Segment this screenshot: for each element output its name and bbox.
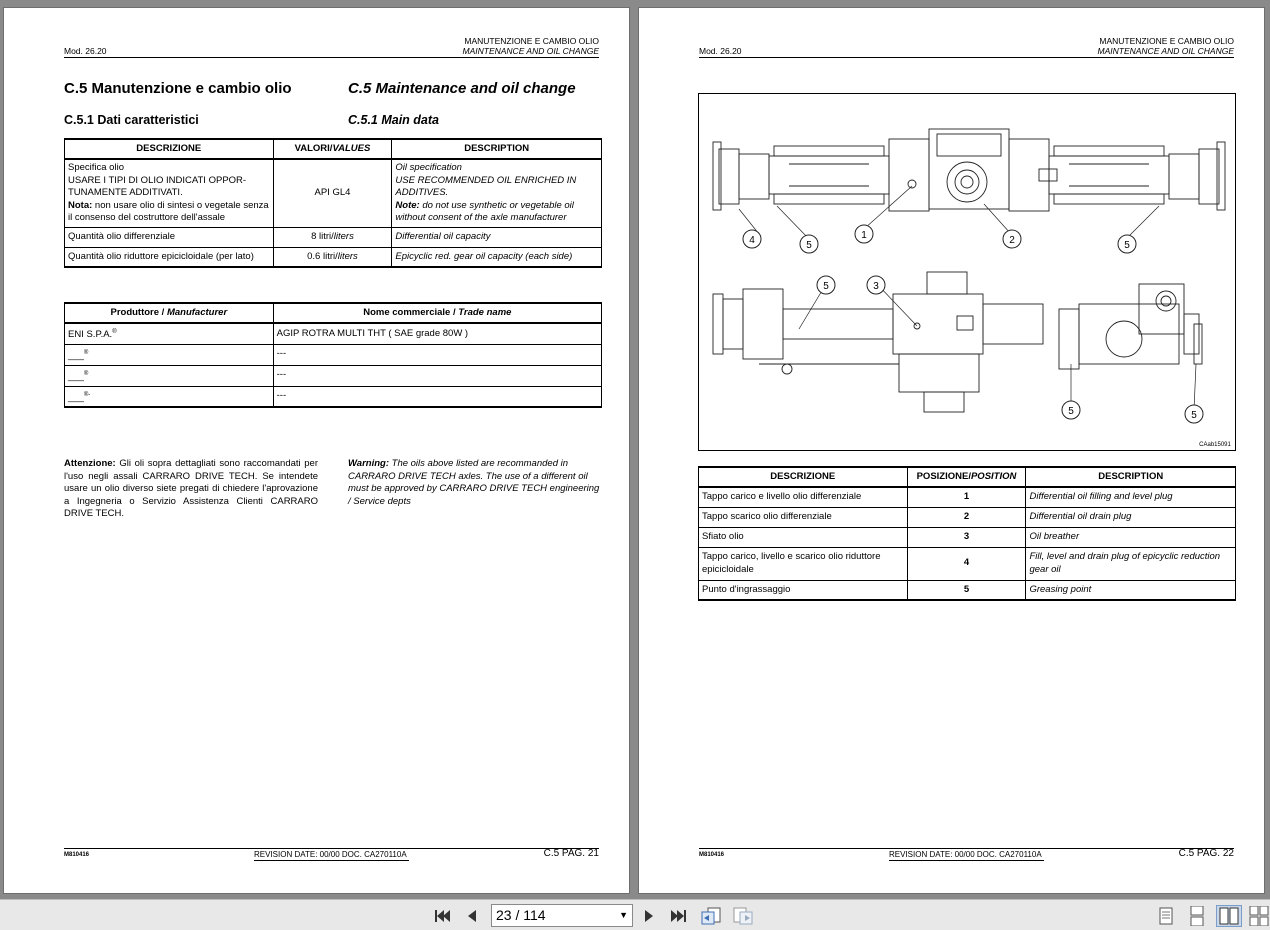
- two-page-continuous-icon: [1249, 906, 1269, 926]
- callout-label: 1: [861, 230, 867, 241]
- footer-revision: REVISION DATE: 00/00 DOC. CA270110A: [889, 850, 1042, 859]
- figure-code: CAab15091: [1199, 442, 1231, 448]
- callout-label: 5: [1124, 240, 1130, 251]
- table-cell: Tappo scarico olio differenziale: [699, 507, 908, 527]
- footer-rule: [64, 848, 599, 849]
- callout-label: 5: [1191, 410, 1197, 421]
- table-cell: 5: [907, 580, 1026, 600]
- table-cell: 2: [907, 507, 1026, 527]
- table-cell: 0.6 litri/liters: [273, 247, 392, 267]
- footer-rule: [699, 848, 1234, 849]
- table-row: [699, 580, 1236, 600]
- page-number-field[interactable]: [491, 904, 633, 927]
- table-row: [65, 344, 602, 365]
- table-cell: Sfiato olio: [699, 527, 908, 547]
- manufacturer-table: [64, 302, 602, 408]
- subsection-title-it: C.5.1 Dati caratteristici: [64, 113, 199, 127]
- two-page-view-button[interactable]: [1216, 905, 1242, 927]
- table-cell: Fill, level and drain plug of epicyclic reduction gear oil: [1026, 547, 1236, 580]
- table-cell: ENI S.P.A.®: [65, 323, 274, 344]
- table-cell: Differential oil drain plug: [1026, 507, 1236, 527]
- callout-label: 2: [1009, 235, 1015, 246]
- callout-label: 3: [873, 281, 879, 292]
- table-row: [699, 527, 1236, 547]
- last-page-button[interactable]: [668, 905, 690, 927]
- page-number-value: 23 / 114: [496, 907, 546, 923]
- axle-drawing-svg: [699, 94, 1234, 449]
- position-table: [698, 466, 1236, 601]
- single-page-view-button[interactable]: [1153, 905, 1179, 927]
- table-cell: ___®: [65, 365, 274, 386]
- header-rule: [699, 57, 1234, 58]
- subsection-title-en: C.5.1 Main data: [348, 113, 439, 127]
- table-cell: Differential oil filling and level plug: [1026, 487, 1236, 507]
- table-row: [65, 247, 602, 267]
- table-row: [699, 507, 1236, 527]
- table-cell: AGIP ROTRA MULTI THT ( SAE grade 80W ): [273, 323, 601, 344]
- next-page-icon: [642, 908, 656, 924]
- two-page-icon: [1219, 907, 1239, 925]
- first-page-button[interactable]: [431, 905, 453, 927]
- footer-revision-underline: [254, 860, 409, 861]
- callout-label: 5: [806, 240, 812, 251]
- document-page-left: [3, 7, 630, 894]
- table-cell: API GL4: [273, 159, 392, 227]
- table-row: [699, 547, 1236, 580]
- footer-revision-underline: [889, 860, 1044, 861]
- warning-note: Warning: The oils above listed are recommanded in CARRARO DRIVE TECH axles. The use of a different oil must be approved by CARRARO DRIVE TECH engineering / Service depts: [348, 458, 600, 507]
- continuous-icon: [1189, 906, 1205, 926]
- table-cell: ---: [273, 386, 601, 407]
- table-cell: ---: [273, 365, 601, 386]
- table-cell: Oil breather: [1026, 527, 1236, 547]
- table-row: [65, 365, 602, 386]
- first-page-icon: [433, 908, 451, 924]
- attention-note: Attenzione: Gli oli sopra dettagliati sono raccomandati per l'uso negli assali CARRARO DRIVE TECH. Se intendete usare un olio diverso siete pregati di chiedere l'aprovazione a Ingegneria o Servizio Assistenza Clienti CARRARO DRIVE TECH.: [64, 458, 318, 519]
- page-header-title: [1098, 36, 1235, 56]
- table-cell: Greasing point: [1026, 580, 1236, 600]
- oil-data-table: [64, 138, 602, 268]
- table-row: [65, 159, 602, 227]
- col-header-descrizione: DESCRIZIONE: [699, 467, 908, 487]
- header-mod: Mod. 26.20: [699, 46, 742, 56]
- header-line-en: MAINTENANCE AND OIL CHANGE: [462, 46, 599, 56]
- col-header-posizione: POSIZIONE/POSITION: [907, 467, 1026, 487]
- header-line-en: MAINTENANCE AND OIL CHANGE: [1097, 46, 1234, 56]
- table-cell: Quantità olio riduttore epicicloidale (per lato): [65, 247, 274, 267]
- next-view-button[interactable]: [732, 905, 754, 927]
- table-cell: ---: [273, 344, 601, 365]
- next-page-button[interactable]: [638, 905, 660, 927]
- col-header-nome-commerciale: Nome commerciale / Trade name: [273, 303, 601, 323]
- axle-technical-drawing: [698, 93, 1236, 451]
- table-cell: ___®: [65, 344, 274, 365]
- page-header-title: [463, 36, 600, 56]
- table-cell: 1: [907, 487, 1026, 507]
- footer-code: M810416: [64, 852, 90, 858]
- table-cell: Tappo carico, livello e scarico olio riduttore epicicloidale: [699, 547, 908, 580]
- section-title-it: C.5 Manutenzione e cambio olio: [64, 80, 292, 97]
- header-line-it: MANUTENZIONE E CAMBIO OLIO: [1099, 36, 1234, 46]
- table-cell: Oil specification USE RECOMMENDED OIL ENRICHED IN ADDITIVES. Note: do not use synthetic or vegetable oil without consent of the axle manufacturer: [392, 159, 602, 227]
- table-cell: 8 litri/liters: [273, 227, 392, 247]
- table-cell: Tappo carico e livello olio differenziale: [699, 487, 908, 507]
- section-title-en: C.5 Maintenance and oil change: [348, 80, 576, 97]
- footer-code: M810416: [699, 852, 725, 858]
- table-cell: Punto d'ingrassaggio: [699, 580, 908, 600]
- header-line-it: MANUTENZIONE E CAMBIO OLIO: [464, 36, 599, 46]
- col-header-description: DESCRIPTION: [1026, 467, 1236, 487]
- header-rule: [64, 57, 599, 58]
- table-row: [699, 487, 1236, 507]
- table-cell: 4: [907, 547, 1026, 580]
- two-page-continuous-view-button[interactable]: [1246, 905, 1270, 927]
- col-header-descrizione: DESCRIZIONE: [65, 139, 274, 159]
- forward-view-icon: [732, 906, 754, 926]
- chevron-down-icon[interactable]: ▼: [619, 910, 628, 920]
- table-row: [65, 386, 602, 407]
- callout-label: 5: [1068, 406, 1074, 417]
- prev-page-button[interactable]: [461, 905, 483, 927]
- footer-revision: REVISION DATE: 00/00 DOC. CA270110A: [254, 850, 407, 859]
- footer-page-number: C.5 PAG. 22: [1178, 848, 1234, 859]
- back-view-icon: [700, 906, 722, 926]
- table-row: [65, 227, 602, 247]
- table-cell: 3: [907, 527, 1026, 547]
- footer-page-number: C.5 PAG. 21: [543, 848, 599, 859]
- table-row: [65, 323, 602, 344]
- previous-view-button[interactable]: [700, 905, 722, 927]
- viewer-toolbar: [0, 899, 1270, 930]
- col-header-produttore: Produttore / Manufacturer: [65, 303, 274, 323]
- callout-label: 4: [749, 235, 755, 246]
- table-cell: ___®-: [65, 386, 274, 407]
- last-page-icon: [670, 908, 688, 924]
- callout-label: 5: [823, 281, 829, 292]
- continuous-view-button[interactable]: [1184, 905, 1210, 927]
- table-cell: Differential oil capacity: [392, 227, 602, 247]
- table-cell: Quantità olio differenziale: [65, 227, 274, 247]
- prev-page-icon: [465, 908, 479, 924]
- col-header-description: DESCRIPTION: [392, 139, 602, 159]
- col-header-valori: VALORI/VALUES: [273, 139, 392, 159]
- table-cell: Epicyclic red. gear oil capacity (each side): [392, 247, 602, 267]
- table-cell: Specifica olio USARE I TIPI DI OLIO INDICATI OPPOR-TUNAMENTE ADDITIVATI. Nota: non usare olio di sintesi o vegetale senza il consenso del costruttore dell'assale: [65, 159, 274, 227]
- single-page-icon: [1158, 907, 1174, 925]
- document-page-right: [638, 7, 1265, 894]
- header-mod: Mod. 26.20: [64, 46, 107, 56]
